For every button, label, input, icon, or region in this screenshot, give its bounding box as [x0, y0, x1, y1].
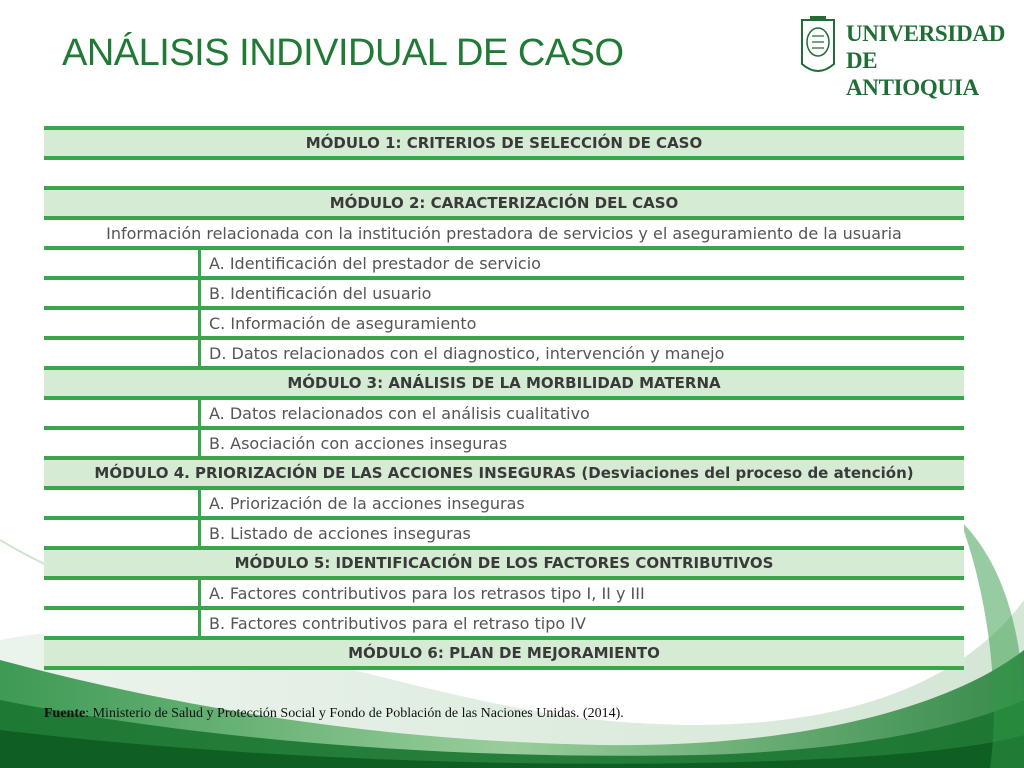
table-row	[44, 126, 964, 156]
source-citation	[44, 706, 624, 722]
modules-table	[44, 126, 964, 670]
table-row	[44, 456, 964, 486]
module-2-item: D. Datos relacionados con el diagnostico, intervención y manejo	[209, 343, 725, 363]
empty-cell	[44, 160, 964, 186]
table-row	[44, 546, 964, 576]
module-5-header: MÓDULO 5: IDENTIFICACIÓN DE LOS FACTORES CONTRIBUTIVOS	[44, 550, 964, 576]
logo-line-2: DE ANTIOQUIA	[846, 48, 979, 100]
table-row	[44, 216, 964, 246]
university-seal-icon	[798, 14, 838, 80]
module-4-item: B. Listado de acciones inseguras	[209, 523, 471, 543]
module-5-item: A. Factores contributivos para los retrasos tipo I, II y III	[209, 583, 645, 603]
empty-cell	[44, 250, 201, 276]
table-row	[44, 306, 964, 336]
page-title: ANÁLISIS INDIVIDUAL DE CASO	[62, 32, 624, 74]
module-2-header: MÓDULO 2: CARACTERIZACIÓN DEL CASO	[44, 190, 964, 216]
table-row	[44, 246, 964, 276]
module-2-item: B. Identificación del usuario	[209, 283, 432, 303]
university-logo	[798, 14, 1010, 100]
module-3-item: A. Datos relacionados con el análisis cualitativo	[209, 403, 590, 423]
source-label: Fuente	[44, 706, 86, 721]
empty-cell	[44, 430, 201, 456]
table-row	[44, 336, 964, 366]
module-3-item: B. Asociación con acciones inseguras	[209, 433, 508, 453]
source-text: : Ministerio de Salud y Protección Social y Fondo de Población de las Naciones Unidas. (2014).	[85, 706, 624, 721]
table-row	[44, 276, 964, 306]
module-1-header: MÓDULO 1: CRITERIOS DE SELECCIÓN DE CASO	[44, 130, 964, 156]
empty-cell	[44, 340, 201, 366]
table-row	[44, 516, 964, 546]
table-row	[44, 606, 964, 636]
module-2-info: Información relacionada con la institución prestadora de servicios y el aseguramiento de la usuaria	[106, 223, 902, 243]
table-row	[44, 576, 964, 606]
module-6-header: MÓDULO 6: PLAN DE MEJORAMIENTO	[44, 640, 964, 666]
empty-cell	[44, 490, 201, 516]
module-3-header: MÓDULO 3: ANÁLISIS DE LA MORBILIDAD MATERNA	[44, 370, 964, 396]
table-row	[44, 636, 964, 670]
table-row	[44, 366, 964, 396]
empty-cell	[44, 610, 201, 636]
table-row	[44, 486, 964, 516]
table-row	[44, 186, 964, 216]
module-5-item: B. Factores contributivos para el retraso tipo IV	[209, 613, 586, 633]
module-4-header: MÓDULO 4. PRIORIZACIÓN DE LAS ACCIONES INSEGURAS (Desviaciones del proceso de atención)	[44, 460, 964, 486]
empty-cell	[44, 400, 201, 426]
logo-line-1: UNIVERSIDAD	[846, 21, 1006, 46]
module-2-item: A. Identificación del prestador de servicio	[209, 253, 541, 273]
empty-cell	[44, 520, 201, 546]
empty-cell	[44, 310, 201, 336]
empty-cell	[44, 280, 201, 306]
module-4-item: A. Priorización de la acciones inseguras	[209, 493, 525, 513]
module-2-item: C. Información de aseguramiento	[209, 313, 477, 333]
table-row	[44, 156, 964, 186]
table-row	[44, 426, 964, 456]
empty-cell	[44, 580, 201, 606]
table-row	[44, 396, 964, 426]
